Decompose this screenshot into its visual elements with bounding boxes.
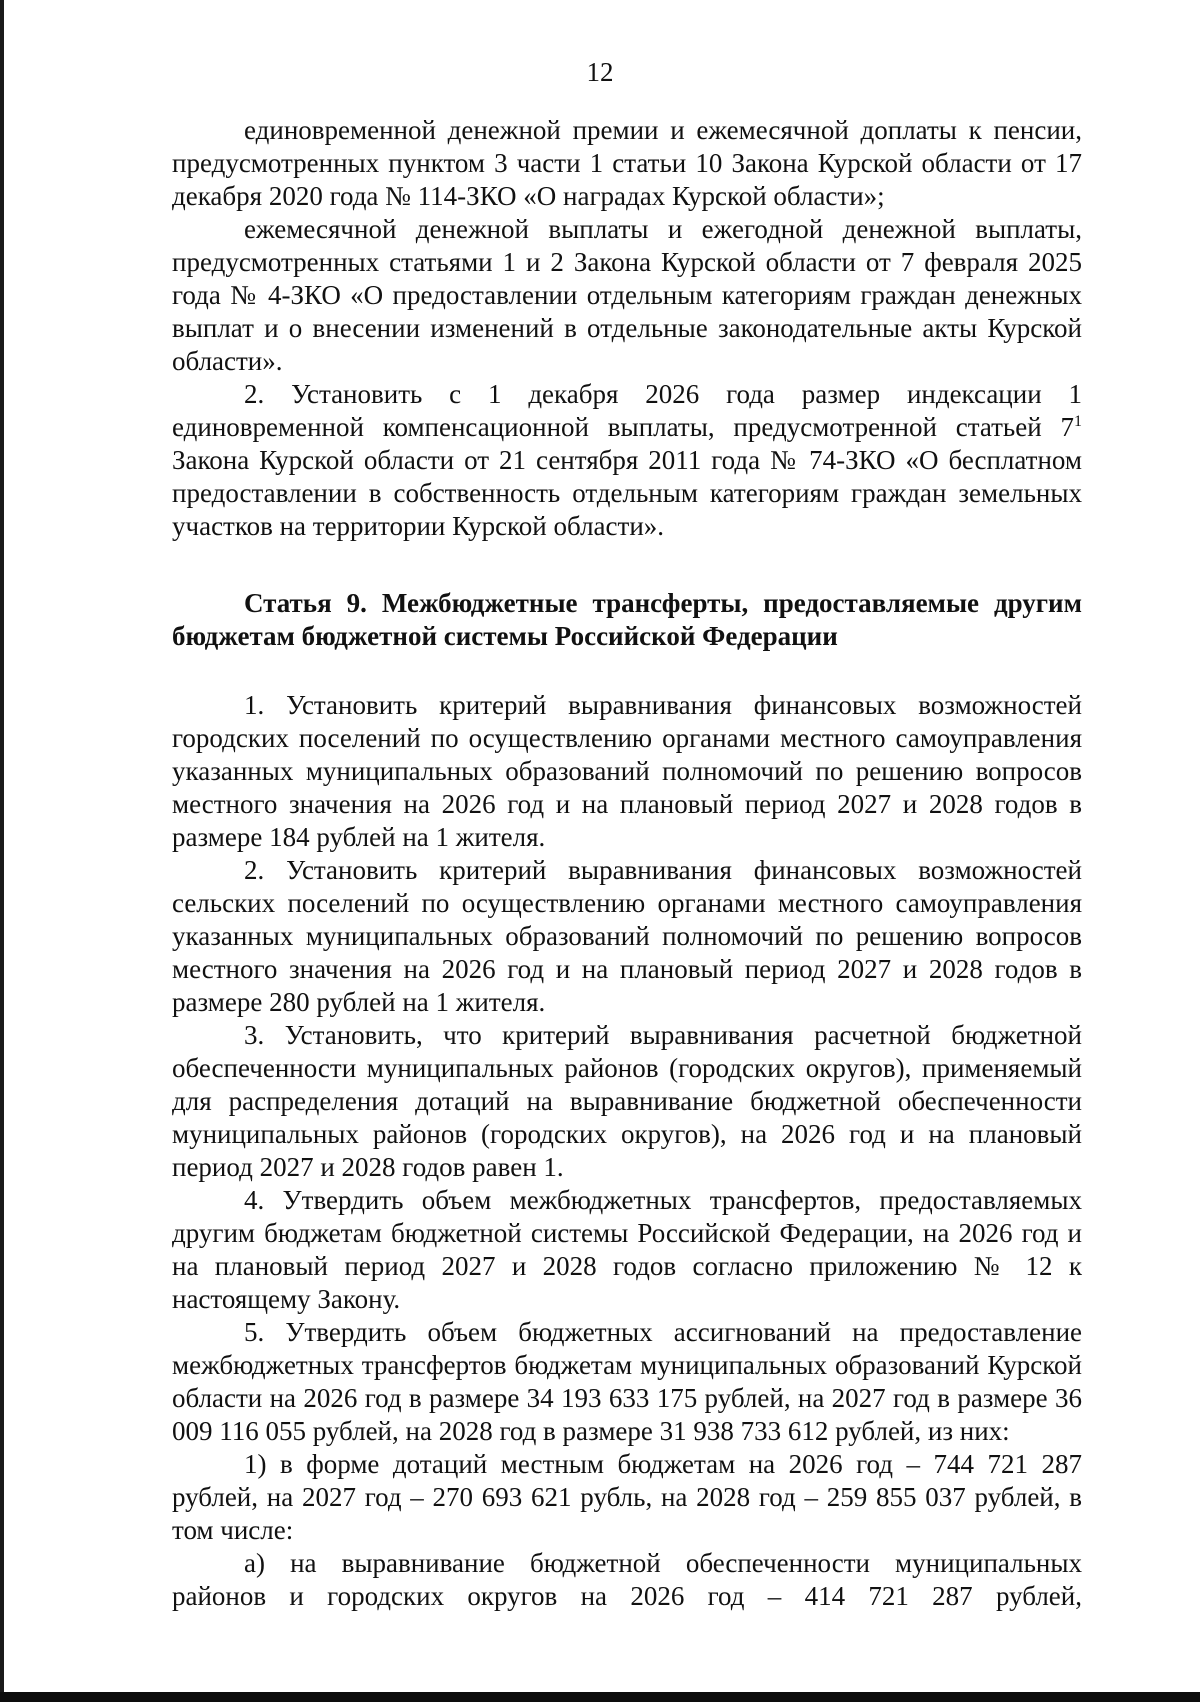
page-number: 12 [586, 57, 614, 87]
clause-2-rural-settlements: 2. Установить критерий выравнивания финансовых возможностей сельских поселений по осуществлению органами местного самоуправления указанных муниципальных образований полномочий по решению вопросов местного значения на 2026 год и на плановый период 2027 и 2028 годов в размере 280 рублей на 1 жителя. [172, 855, 1082, 1017]
article-superscript: 1 [1074, 413, 1082, 430]
clause-5-budget-allocations: 5. Утвердить объем бюджетных ассигнований на предоставление межбюджетных трансфертов бюджетам муниципальных образований Курской области на 2026 год в размере 34 193 633 175 рублей, на 2027 год в размере 36 009 116 055 рублей, на 2028 год в размере 31 938 733 612 рублей, из них: [172, 1317, 1082, 1446]
indexation-text-start: 2. Установить с 1 декабря 2026 года размер индексации 1 единовременной компенсационной выплаты, предусмотренной статьей 7 [172, 379, 1082, 442]
paragraph-indexation [172, 378, 1082, 543]
clause-5-1-subsidies: 1) в форме дотаций местным бюджетам на 2026 год – 744 721 287 рублей, на 2027 год – 270 693 621 рубль, на 2028 год – 259 855 037 рублей, в том числе: [172, 1449, 1082, 1545]
scan-left-edge [0, 0, 4, 1702]
indexation-text-end: Закона Курской области от 21 сентября 2011 года № 74-ЗКО «О бесплатном предоставлении в собственность отдельным категориям граждан земельных участков на территории Курской области». [172, 445, 1082, 541]
scan-bottom-edge [0, 1692, 1200, 1702]
document-body [172, 114, 1082, 1613]
paragraph-award-payments: единовременной денежной премии и ежемесячной доплаты к пенсии, предусмотренных пунктом 3 части 1 статьи 10 Закона Курской области от 17 декабря 2020 года № 114-ЗКО «О наградах Курской области»; [172, 115, 1082, 211]
paragraph-monthly-payments: ежемесячной денежной выплаты и ежегодной денежной выплаты, предусмотренных статьями 1 и 2 Закона Курской области от 7 февраля 2025 года № 4-ЗКО «О предоставлении отдельным категориям граждан денежных выплат и о внесении изменений в отдельные законодательные акты Курской области». [172, 214, 1082, 376]
clause-4-transfers-volume: 4. Утвердить объем межбюджетных трансфертов, предоставляемых другим бюджетам бюджетной системы Российской Федерации, на 2026 год и на плановый период 2027 и 2028 годов согласно приложению № 12 к настоящему Закону. [172, 1185, 1082, 1314]
clause-1-urban-settlements: 1. Установить критерий выравнивания финансовых возможностей городских поселений по осуществлению органами местного самоуправления указанных муниципальных образований полномочий по решению вопросов местного значения на 2026 год и на плановый период 2027 и 2028 годов в размере 184 рублей на 1 жителя. [172, 690, 1082, 852]
clause-3-budget-provision: 3. Установить, что критерий выравнивания расчетной бюджетной обеспеченности муниципальных районов (городских округов), применяемый для распределения дотаций на выравнивание бюджетной обеспеченности муниципальных районов (городских округов), на 2026 год и на плановый период 2027 и 2028 годов равен 1. [172, 1020, 1082, 1182]
clause-5-1-a-equalization: а) на выравнивание бюджетной обеспеченности муниципальных районов и городских округов на 2026 год – 414 721 287 рублей, [172, 1548, 1082, 1611]
article-9-heading: Статья 9. Межбюджетные трансферты, предоставляемые другим бюджетам бюджетной системы Российской Федерации [172, 588, 1082, 651]
